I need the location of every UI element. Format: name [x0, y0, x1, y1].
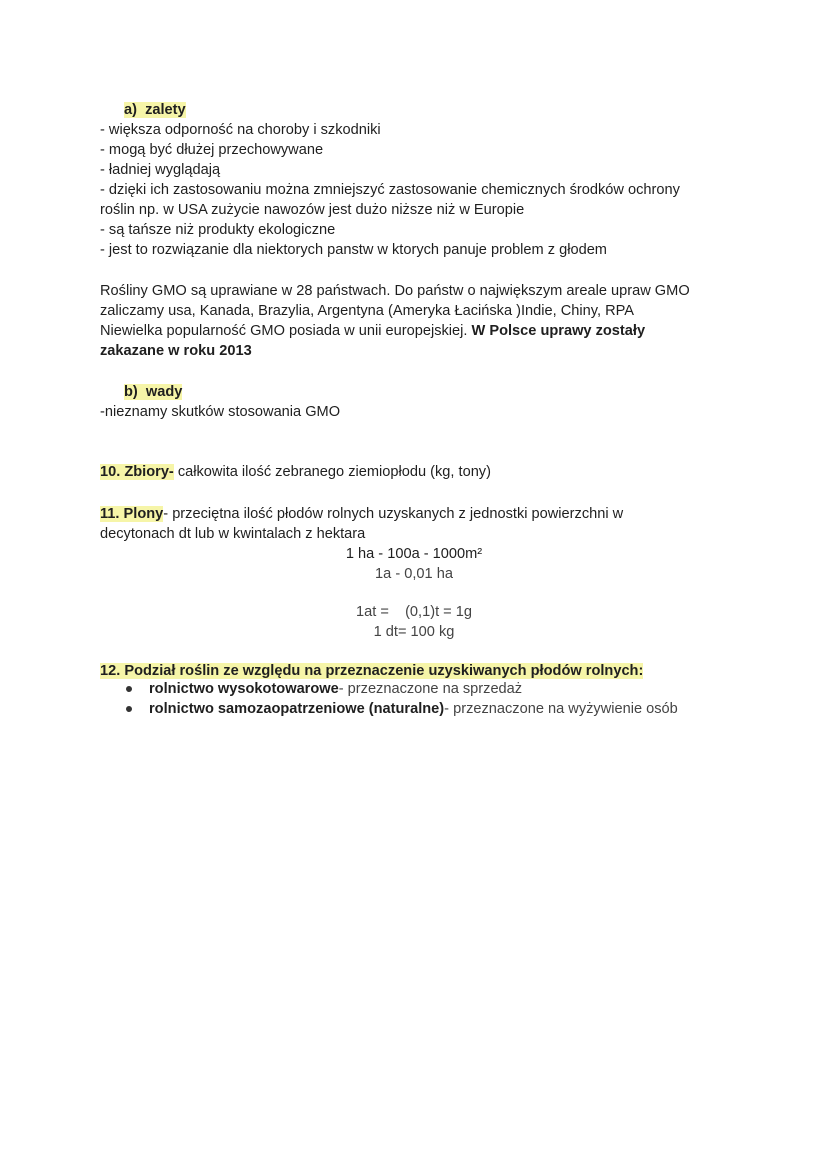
unit-conversion: 1a - 0,01 ha — [375, 566, 453, 582]
section-a-item: - jest to rozwiązanie dla niektorych panstw w ktorych panuje problem z głodem — [100, 242, 607, 258]
bullet-icon — [126, 686, 132, 692]
section-b-title: wady — [145, 384, 183, 400]
plony-text-continued: decytonach dt lub w kwintalach z hektara — [100, 526, 366, 542]
list-item-desc: - przeznaczone na sprzedaż — [338, 681, 523, 697]
bullet-icon — [126, 706, 132, 712]
gmo-paragraph-line: zaliczamy usa, Kanada, Brazylia, Argentyna (Ameryka Łacińska )Indie, Chiny, RPA — [100, 303, 634, 319]
section-a-item: - większa odporność na choroby i szkodniki — [100, 122, 381, 138]
section-b-item: -nieznamy skutków stosowania GMO — [100, 404, 341, 420]
gmo-paragraph-text: Niewielka popularność GMO posiada w unii europejskiej. — [100, 323, 472, 339]
plony-definition — [100, 504, 623, 524]
unit-conversion: 1at = (0,1)t = 1g — [355, 604, 472, 620]
section-a-label: a) — [124, 102, 137, 118]
unit-conversion: 1 dt= 100 kg — [373, 624, 455, 640]
section-a-item: roślin np. w USA zużycie nawozów jest dużo niższe niż w Europie — [100, 202, 525, 218]
section-a-heading — [124, 100, 186, 120]
podzial-heading-text: 12. Podział roślin ze względu na przeznaczenie uzyskiwanych płodów rolnych: — [100, 663, 644, 679]
gmo-paragraph-line: Rośliny GMO są uprawiane w 28 państwach. Do państw o największym areale upraw GMO — [100, 283, 690, 299]
zbiory-definition — [100, 462, 491, 482]
zbiory-term: 10. Zbiory- — [100, 464, 174, 480]
section-b-heading — [124, 382, 182, 402]
section-a-title: zalety — [145, 102, 186, 118]
list-item-term: rolnictwo samozaopatrzeniowe (naturalne) — [149, 701, 445, 717]
gmo-paragraph-line — [100, 321, 645, 341]
gmo-paragraph-emphasis: W Polsce uprawy zostały — [471, 323, 646, 339]
list-item — [149, 699, 678, 719]
section-a-item: - mogą być dłużej przechowywane — [100, 142, 324, 158]
section-b-label: b) — [124, 384, 138, 400]
plony-term: 11. Plony — [100, 506, 164, 522]
list-item-desc: - przeznaczone na wyżywienie osób — [444, 701, 678, 717]
plony-text: - przeciętna ilość płodów rolnych uzyskanych z jednostki powierzchni w — [163, 506, 624, 522]
unit-conversion: 1 ha - 100a - 1000m² — [345, 546, 483, 562]
section-a-item: - dzięki ich zastosowaniu można zmniejszyć zastosowanie chemicznych środków ochrony — [100, 182, 680, 198]
podzial-heading — [100, 661, 643, 681]
section-a-item: - ładniej wyglądają — [100, 162, 221, 178]
zbiory-text: całkowita ilość zebranego ziemiopłodu (kg, tony) — [173, 464, 491, 480]
section-a-item: - są tańsze niż produkty ekologiczne — [100, 222, 336, 238]
list-item — [149, 679, 522, 699]
gmo-paragraph-emphasis: zakazane w roku 2013 — [100, 343, 252, 359]
list-item-term: rolnictwo wysokotowarowe — [149, 681, 339, 697]
